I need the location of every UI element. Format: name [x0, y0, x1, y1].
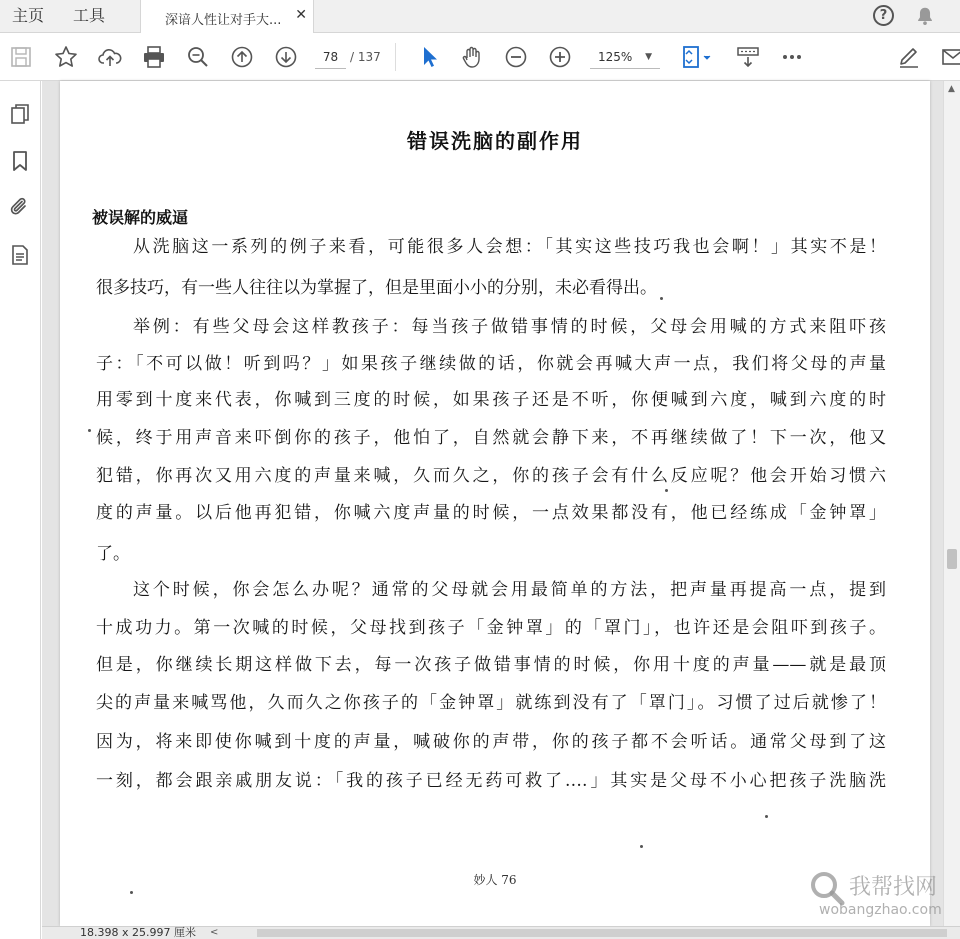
bookmark-icon[interactable] [8, 149, 32, 173]
scan-speck [765, 815, 768, 818]
text-line: 犯错，你再次又用六度的声量来喊，久而久之，你的孩子会有什么反应呢？他会开始习惯六 [96, 466, 886, 486]
text-line: 因为，将来即使你喊到十度的声量，喊破你的声带，你的孩子都不会听话。通常父母到了这 [96, 732, 886, 752]
scan-speck [665, 489, 668, 492]
text-line: 但是，你继续长期这样做下去，每一次孩子做错事情的时候，你用十度的声量——就是最顶 [96, 655, 886, 675]
pages-icon[interactable] [8, 102, 32, 126]
page-number-input[interactable]: 78 [315, 45, 346, 69]
scan-speck [88, 429, 91, 432]
print-icon[interactable] [141, 44, 167, 70]
tools-tab[interactable]: 工具 [73, 6, 106, 25]
sign-icon[interactable] [896, 44, 922, 70]
document-properties-icon[interactable] [8, 243, 32, 267]
vertical-scroll-thumb[interactable] [947, 549, 957, 569]
more-icon[interactable] [779, 44, 805, 70]
text-line: 这个时候，你会怎么办呢？通常的父母就会用最简单的方法，把声量再提高一点，提到 [133, 580, 886, 600]
text-line: 子：「不可以做！听到吗？」如果孩子继续做的话，你就会再喊大声一点，我们将父母的声量 [96, 354, 886, 374]
toolbar [0, 33, 960, 81]
watermark-brand: 我帮找网 [849, 875, 938, 900]
left-sidebar [0, 81, 41, 939]
zoom-minus-icon[interactable] [503, 44, 529, 70]
chevron-down-icon: ▼ [645, 52, 652, 62]
text-line: 尖的声量来喊骂他，久而久之你孩子的「金钟罩」就练到没有了「罩门」。习惯了过后就惨了！ [96, 693, 886, 713]
scan-speck [640, 845, 643, 848]
document-tab[interactable] [140, 0, 314, 34]
page-footer-number: 妙人 76 [473, 873, 517, 887]
home-tab[interactable]: 主页 [12, 6, 45, 25]
scroll-mode-icon[interactable] [735, 44, 761, 70]
watermark-url: wobangzhao.com [819, 902, 942, 918]
star-icon[interactable] [53, 44, 79, 70]
fit-page-icon[interactable] [680, 44, 714, 70]
upload-cloud-icon[interactable] [97, 44, 123, 70]
text-line: 候，终于用声音来吓倒你的孩子，他怕了，自然就会静下来，不再继续做了！下一次，他又 [96, 428, 886, 448]
text-line: 度的声量。以后他再犯错，你喊六度声量的时候，一点效果都没有，他已经练成「金钟罩」 [96, 503, 886, 523]
page-total: / 137 [350, 50, 381, 64]
zoom-select[interactable] [590, 45, 660, 69]
zoom-value: 125% [598, 50, 633, 64]
mail-icon[interactable] [940, 44, 960, 70]
document-viewer[interactable] [42, 81, 943, 926]
horizontal-scroll-thumb[interactable] [257, 929, 947, 937]
text-line: 从洗脑这一系列的例子来看，可能很多人会想：「其实这些技巧我也会啊！」其实不是！ [133, 237, 886, 257]
text-line: 用零到十度来代表，你喊到三度的时候，如果孩子还是不听，你便喊到六度，喊到六度的时 [96, 390, 886, 410]
save-icon[interactable] [8, 44, 34, 70]
text-line: 一刻，都会跟亲戚朋友说：「我的孩子已经无药可救了‥‥」其实是父母不小心把孩子洗脑洗 [96, 771, 886, 791]
page-title: 错误洗脑的副作用 [407, 129, 583, 153]
scan-speck [660, 297, 663, 300]
pdf-page [60, 81, 930, 926]
select-arrow-icon[interactable] [416, 44, 442, 70]
text-line: 了。 [96, 544, 130, 564]
text-line: 很多技巧，有一些人往往以为掌握了，但是里面小小的分别，未必看得出。 [96, 278, 657, 298]
scroll-left-icon[interactable]: < [210, 927, 219, 938]
help-icon[interactable]: ? [873, 5, 894, 26]
vertical-scrollbar[interactable] [943, 81, 960, 926]
tab-bar [0, 0, 960, 33]
zoom-plus-icon[interactable] [547, 44, 573, 70]
scroll-up-icon[interactable]: ▲ [948, 84, 955, 94]
hand-tool-icon[interactable] [459, 44, 485, 70]
page-dimensions: 18.398 x 25.997 厘米 [80, 926, 196, 939]
document-tab-title: 深谙人性让对手大... [165, 13, 282, 28]
toolbar-divider [395, 43, 396, 71]
close-tab-icon[interactable]: ✕ [295, 7, 307, 23]
scan-speck [130, 891, 133, 894]
page-down-icon[interactable] [273, 44, 299, 70]
site-watermark [805, 868, 955, 928]
bell-icon[interactable] [914, 5, 936, 27]
page-up-icon[interactable] [229, 44, 255, 70]
section-heading: 被误解的威逼 [92, 208, 189, 227]
zoom-out-magnifier-icon[interactable] [185, 44, 211, 70]
text-line: 十成功力。第一次喊的时候，父母找到孩子「金钟罩」的「罩门」，也许还是会阻吓到孩子。 [96, 618, 886, 638]
attachment-icon[interactable] [8, 195, 32, 219]
text-line: 举例：有些父母会这样教孩子：每当孩子做错事情的时候，父母会用喊的方式来阻吓孩 [133, 317, 886, 337]
